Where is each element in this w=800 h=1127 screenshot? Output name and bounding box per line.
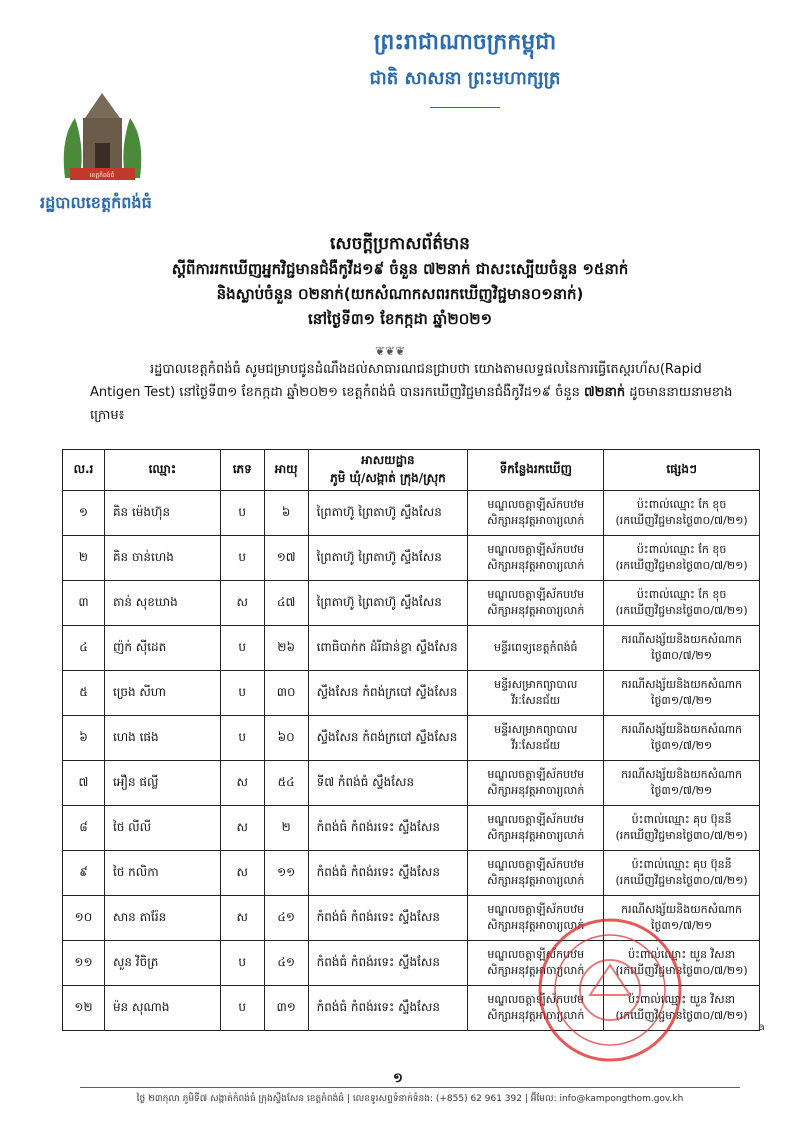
cell-address: ស្ទឹងសែន កំពង់ក្របៅ ស្ទឹងសែន <box>308 671 468 716</box>
cell-age: ៣១ <box>264 986 308 1031</box>
table-row <box>63 491 760 536</box>
cell-location: មណ្ឌលចត្តាឡីស័កបឋម សិក្សាអនុវត្តអាចារ្យលាក់ <box>468 806 604 851</box>
intro-count: ៧២នាក់ <box>583 385 626 400</box>
cell-sex: ស <box>220 806 264 851</box>
header-location: ទីកន្លែងរកឃើញ <box>468 450 604 491</box>
title-line-1: សេចក្តីប្រកាសព័ត៌មាន <box>330 234 470 254</box>
cell-location: មណ្ឌលចត្តាឡីស័កបឋម សិក្សាអនុវត្តអាចារ្យលាក់ <box>468 761 604 806</box>
header-address: អាសយដ្ឋាន ភូមិ ឃុំ/សង្កាត់ ក្រុង/ស្រុក <box>308 450 468 491</box>
header-note: ផ្សេងៗ <box>604 450 760 491</box>
logo-caption: ខេត្តកំពង់ធំ <box>89 172 115 179</box>
cell-address: ព្រៃតាហ៊ូ ព្រៃតាហ៊ូ ស្ទឹងសែន <box>308 536 468 581</box>
footer-contact: ថ្ងៃ ២៣កុលា ភូមិទី៧ សង្កាត់កំពង់ធំ ក្រុងស្ទឹងសែន ខេត្តកំពង់ធំ | លេខទូរសព្ទទំនាក់ទំនង: (+855) 62 961 392 | អ៊ីមែល: info@kampongthom.gov.kh <box>136 1094 684 1104</box>
header-age: អាយុ <box>264 450 308 491</box>
cell-name: តាន់ សុខឃាង <box>104 581 220 626</box>
kingdom-name: ព្រះរាជាណាចក្រកម្ពុជា <box>373 30 557 55</box>
cell-name: សួន វិចិត្រ <box>104 941 220 986</box>
cell-age: ១៧ <box>264 536 308 581</box>
cell-no: ២ <box>63 536 105 581</box>
cell-address: កំពង់ធំ កំពង់រទេះ ស្ទឹងសែន <box>308 851 468 896</box>
title-line-4: នៅថ្ងៃទី៣១ ខែកក្កដា ឆ្នាំ២០២១ <box>307 310 493 328</box>
header-name: ឈ្មោះ <box>104 450 220 491</box>
cell-address: ទី៧ កំពង់ធំ ស្ទឹងសែន <box>308 761 468 806</box>
cell-sex: ប <box>220 491 264 536</box>
cell-sex: ស <box>220 581 264 626</box>
cell-location: មណ្ឌលចត្តាឡីស័កបឋម សិក្សាអនុវត្តអាចារ្យលាក់ <box>468 986 604 1031</box>
cell-no: ៧ <box>63 761 105 806</box>
cell-age: ៤១ <box>264 896 308 941</box>
cell-note: ប៉ះពាល់ឈ្មោះ គុប ប៊ុននី (រកឃើញវិជ្ជមានថ្ងៃ៣០/៧/២១) <box>604 851 760 896</box>
signature-mark: ᵃ <box>758 1020 766 1041</box>
header-no: ល.រ <box>63 450 105 491</box>
cell-age: ៥៤ <box>264 761 308 806</box>
cell-note: ករណីសង្ស័យនិងយកសំណាក ថ្ងៃ៣០/៧/២១ <box>604 626 760 671</box>
cell-note: ប៉ះពាល់ឈ្មោះ កែ ខុច (រកឃើញវិជ្ជមានថ្ងៃ៣០/៧/២១) <box>604 536 760 581</box>
cell-age: ៣០ <box>264 671 308 716</box>
title-ornament: ❦❦❦ <box>375 344 406 358</box>
cell-name: ច្រេង សីហា <box>104 671 220 716</box>
title-line-2: ស្តីពីការរកឃើញអ្នកវិជ្ជមានជំងឺកូវីដ១៩ ចំនួន ៧២នាក់ ជាសះស្បើយចំនួន ១៥នាក់ <box>171 260 629 278</box>
cell-note: ប៉ះពាល់ឈ្មោះ កែ ខុច (រកឃើញវិជ្ជមានថ្ងៃ៣០/៧/២១) <box>604 581 760 626</box>
header-sex: ភេទ <box>220 450 264 491</box>
table-row <box>63 581 760 626</box>
page-number: ១ <box>393 1071 403 1086</box>
intro-text-2: ដូចមាននាយនាមខាងក្រោម៖ <box>90 385 733 423</box>
cell-name: ថៃ លីលី <box>104 806 220 851</box>
cell-address: ស្ទឹងសែន កំពង់ក្របៅ ស្ទឹងសែន <box>308 716 468 761</box>
cell-location: មណ្ឌលចត្តាឡីស័កបឋម សិក្សាអនុវត្តអាចារ្យលាក់ <box>468 941 604 986</box>
table-row <box>63 806 760 851</box>
cell-note: ករណីសង្ស័យនិងយកសំណាក ថ្ងៃ៣១/៧/២១ <box>604 761 760 806</box>
cell-location: មណ្ឌលចត្តាឡីស័កបឋម សិក្សាអនុវត្តអាចារ្យលាក់ <box>468 536 604 581</box>
table-row <box>63 716 760 761</box>
table-row <box>63 851 760 896</box>
cell-note: ករណីសង្ស័យនិងយកសំណាក ថ្ងៃ៣១/៧/២១ <box>604 671 760 716</box>
intro-text-1: រដ្ឋបាលខេត្តកំពង់ធំ សូមជម្រាបជូនដំណឹងដល់សាធារណជនជ្រាបថា យោងតាមលទ្ធផលនៃការធ្វើតេស្តរហ័ស(Rapid Antigen Test) នៅថ្ងៃទី៣១ ខែកក្កដា ឆ្នាំ២០២១ ខេត្តកំពង់ធំ បានរកឃើញវិជ្ជមានជំងឺកូវីដ១៩ ចំនួន <box>90 362 702 400</box>
table-row <box>63 536 760 581</box>
cell-sex: ស <box>220 851 264 896</box>
cell-no: ៩ <box>63 851 105 896</box>
cell-sex: ប <box>220 626 264 671</box>
table-row <box>63 626 760 671</box>
cell-name: សាន តារ៉ែន <box>104 896 220 941</box>
cell-address: កំពង់ធំ កំពង់រទេះ ស្ទឹងសែន <box>308 986 468 1031</box>
cell-sex: ស <box>220 896 264 941</box>
cell-address: ព្រៃតាហ៊ូ ព្រៃតាហ៊ូ ស្ទឹងសែន <box>308 491 468 536</box>
cell-address: កំពង់ធំ កំពង់រទេះ ស្ទឹងសែន <box>308 896 468 941</box>
title-line-3: និងស្លាប់ចំនួន ០២នាក់(យកសំណាកសពរកឃើញវិជ្ជមាន០១នាក់) <box>216 285 584 303</box>
cell-age: ៤៧ <box>264 581 308 626</box>
cell-sex: ប <box>220 986 264 1031</box>
footer-divider <box>80 1087 740 1088</box>
cell-no: ១ <box>63 491 105 536</box>
cell-no: ៥ <box>63 671 105 716</box>
cell-note: ប៉ះពាល់ឈ្មោះ យួន វិសនា (រកឃើញវិជ្ជមានថ្ងៃ៣០/៧/២១) <box>604 986 760 1031</box>
cell-sex: ប <box>220 941 264 986</box>
cell-name: ថៃ កលិកា <box>104 851 220 896</box>
cell-no: ៦ <box>63 716 105 761</box>
cell-age: ៦ <box>264 491 308 536</box>
cell-address: ពោធិបាក់ក ដំរីជាន់ខ្លា ស្ទឹងសែន <box>308 626 468 671</box>
cell-location: មន្ទីរសម្រាកព្យាបាល វីរៈសែនជ័យ <box>468 671 604 716</box>
table-header-row <box>63 450 760 491</box>
cell-location: មណ្ឌលចត្តាឡីស័កបឋម សិក្សាអនុវត្តអាចារ្យលាក់ <box>468 896 604 941</box>
cell-age: ៦០ <box>264 716 308 761</box>
cell-location: មណ្ឌលចត្តាឡីស័កបឋម សិក្សាអនុវត្តអាចារ្យលាក់ <box>468 851 604 896</box>
document-title <box>0 232 800 332</box>
cell-sex: ប <box>220 671 264 716</box>
cell-age: ១១ <box>264 851 308 896</box>
cell-location: មន្ទីរសម្រាកព្យាបាល វីរៈសែនជ័យ <box>468 716 604 761</box>
cell-age: ២៦ <box>264 626 308 671</box>
cell-sex: ប <box>220 536 264 581</box>
cell-address: ព្រៃតាហ៊ូ ព្រៃតាហ៊ូ ស្ទឹងសែន <box>308 581 468 626</box>
official-stamp <box>535 915 685 1065</box>
table-row <box>63 671 760 716</box>
cell-no: ៨ <box>63 806 105 851</box>
cell-age: ៤១ <box>264 941 308 986</box>
cell-note: ករណីសង្ស័យនិងយកសំណាក ថ្ងៃ៣១/៧/២១ <box>604 896 760 941</box>
cell-no: ៤ <box>63 626 105 671</box>
cell-no: ១០ <box>63 896 105 941</box>
intro-paragraph <box>90 358 750 427</box>
cell-name: ហេង ផេង <box>104 716 220 761</box>
cell-note: ប៉ះពាល់ឈ្មោះ យួន វិសនា (រកឃើញវិជ្ជមានថ្ងៃ៣០/៧/២១) <box>604 941 760 986</box>
table-row <box>63 761 760 806</box>
cell-no: ១២ <box>63 986 105 1031</box>
cell-no: ១១ <box>63 941 105 986</box>
province-logo <box>55 88 150 188</box>
cell-name: ម៉ន សុណាង <box>104 986 220 1031</box>
cell-note: ប៉ះពាល់ឈ្មោះ កែ ខុច (រកឃើញវិជ្ជមានថ្ងៃ៣០/៧/២១) <box>604 491 760 536</box>
cell-name: ញ៉ក់ ស៊ីដេត <box>104 626 220 671</box>
cell-location: មណ្ឌលចត្តាឡីស័កបឋម សិក្សាអនុវត្តអាចារ្យលាក់ <box>468 491 604 536</box>
cell-note: ករណីសង្ស័យនិងយកសំណាក ថ្ងៃ៣១/៧/២១ <box>604 716 760 761</box>
national-motto: ជាតិ សាសនា ព្រះមហាក្សត្រ <box>369 68 561 89</box>
cell-name: គិន ចាន់ហេង <box>104 536 220 581</box>
cell-name: គិន ម៉េងហ៊ុន <box>104 491 220 536</box>
cell-name: អឿន ផល្លី <box>104 761 220 806</box>
cell-sex: ស <box>220 761 264 806</box>
cell-age: ២ <box>264 806 308 851</box>
cell-location: មណ្ឌលចត្តាឡីស័កបឋម សិក្សាអនុវត្តអាចារ្យលាក់ <box>468 581 604 626</box>
cell-location: មន្ទីរពេទ្យខេត្តកំពង់ធំ <box>468 626 604 671</box>
cell-sex: ប <box>220 716 264 761</box>
cell-address: កំពង់ធំ កំពង់រទេះ ស្ទឹងសែន <box>308 806 468 851</box>
cell-address: កំពង់ធំ កំពង់រទេះ ស្ទឹងសែន <box>308 941 468 986</box>
province-admin-name: រដ្ឋបាលខេត្តកំពង់ធំ <box>40 193 152 212</box>
header-ornament <box>430 103 500 111</box>
cell-no: ៣ <box>63 581 105 626</box>
cell-note: ប៉ះពាល់ឈ្មោះ គុប ប៊ុននី (រកឃើញវិជ្ជមានថ្ងៃ៣០/៧/២១) <box>604 806 760 851</box>
